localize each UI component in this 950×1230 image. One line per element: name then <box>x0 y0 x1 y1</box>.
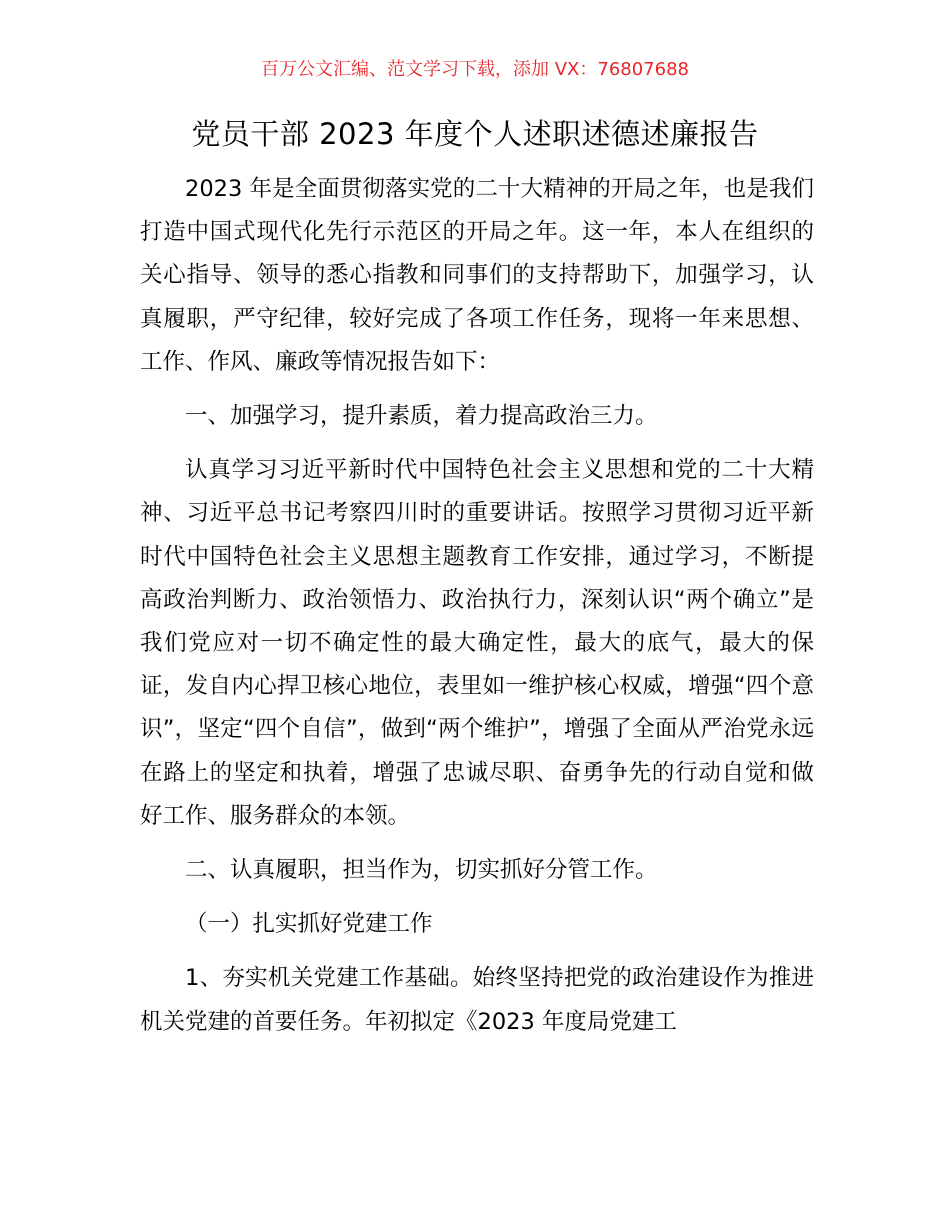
document-body <box>140 168 814 1044</box>
body-paragraph-2: 1、夯实机关党建工作基础。始终坚持把党的政治建设作为推进机关党建的首要任务。年初拟定《2023 年度局党建工 <box>140 965 814 1035</box>
section-heading-2: 二、认真履职，担当作为，切实抓好分管工作。 <box>185 857 658 884</box>
header-watermark: 百万公文汇编、范文学习下载，添加 VX：76807688 <box>261 59 689 80</box>
section-heading-1: 一、加强学习，提升素质，着力提高政治三力。 <box>185 403 658 430</box>
subsection-heading-1: （一）扎实抓好党建工作 <box>185 911 433 938</box>
body-paragraph-1: 认真学习习近平新时代中国特色社会主义思想和党的二十大精神、习近平总书记考察四川时的重要讲话。按照学习贯彻习近平新时代中国特色社会主义思想主题教育工作安排，通过学习，不断提高政治判断力、政治领悟力、政治执行力，深刻认识“两个确立”是我们党应对一切不确定性的最大确定性，最大的底气，最大的保证，发自内心捍卫核心地位，表里如一维护核心权威，增强“四个意识”，坚定“四个自信”，做到“两个维护”，增强了全面从严治党永远在路上的坚定和执着，增强了忠诚尽职、奋勇争先的行动自觉和做好工作、服务群众的本领。 <box>140 457 814 829</box>
intro-paragraph: 2023 年是全面贯彻落实党的二十大精神的开局之年，也是我们打造中国式现代化先行示范区的开局之年。这一年，本人在组织的关心指导、领导的悉心指教和同事们的支持帮助下，加强学习，认真履职，严守纪律，较好完成了各项工作任务，现将一年来思想、工作、作风、廉政等情况报告如下： <box>140 176 814 375</box>
document-title: 党员干部 2023 年度个人述职述德述廉报告 <box>191 117 759 151</box>
